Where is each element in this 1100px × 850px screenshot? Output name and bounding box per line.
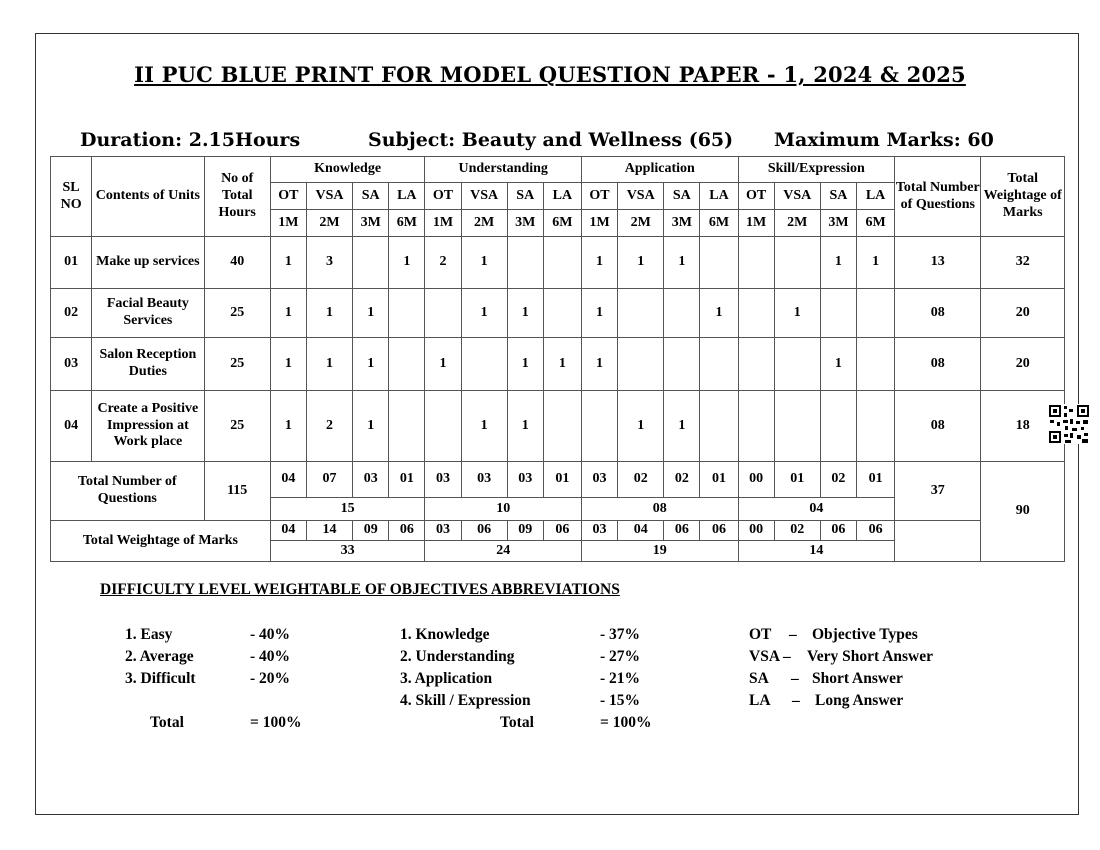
count-cell: [618, 338, 664, 391]
row-total-questions: 08: [895, 338, 981, 391]
total-hours: 115: [204, 462, 270, 521]
mark-6m: 6M: [543, 210, 581, 237]
count-cell: [738, 237, 774, 289]
tq-cell: 07: [306, 462, 352, 498]
count-cell: 1: [306, 289, 352, 338]
tq-cell: 01: [774, 462, 820, 498]
type-sa: SA: [820, 183, 856, 210]
qr-code-icon: [1048, 404, 1090, 444]
type-la: LA: [700, 183, 738, 210]
unit-name-cell: Make up services: [92, 237, 204, 289]
tw-group-total: 33: [270, 541, 425, 562]
maximum-marks: Maximum Marks: 60: [774, 129, 994, 151]
tq-cell: 01: [856, 462, 894, 498]
tq-cell: 03: [425, 462, 461, 498]
duration: Duration: 2.15Hours: [80, 129, 301, 151]
tq-cell: 03: [507, 462, 543, 498]
list-item: OT – Objective Types: [749, 626, 918, 643]
table-row: [51, 289, 1065, 338]
count-cell: 1: [820, 338, 856, 391]
hours-cell: 25: [204, 289, 270, 338]
list-item: SA – Short Answer: [749, 670, 903, 687]
count-cell: 1: [507, 391, 543, 462]
subject: Subject: Beauty and Wellness (65): [368, 129, 734, 151]
row-total-questions: 08: [895, 289, 981, 338]
mark-2m: 2M: [461, 210, 507, 237]
tq-cell: 02: [664, 462, 700, 498]
count-cell: 1: [353, 289, 389, 338]
mark-3m: 3M: [507, 210, 543, 237]
type-ot: OT: [425, 183, 461, 210]
tw-cell: 04: [618, 521, 664, 541]
count-cell: 1: [507, 338, 543, 391]
type-vsa: VSA: [618, 183, 664, 210]
tw-cell: 03: [581, 521, 617, 541]
row-total-marks: 18: [981, 391, 1065, 462]
header-contents: Contents of Units: [92, 157, 204, 237]
count-cell: 1: [389, 237, 425, 289]
mark-2m: 2M: [774, 210, 820, 237]
header-skill-expression: Skill/Expression: [738, 157, 895, 183]
type-la: LA: [856, 183, 894, 210]
count-cell: [389, 391, 425, 462]
row-total-questions: 08: [895, 391, 981, 462]
header-sl-no: SL NO: [51, 157, 92, 237]
mark-6m: 6M: [856, 210, 894, 237]
tq-group-total: 15: [270, 498, 425, 521]
count-cell: [543, 391, 581, 462]
count-cell: [856, 391, 894, 462]
tq-cell: 03: [461, 462, 507, 498]
list-item: 4. Skill / Expression - 15%: [400, 692, 641, 709]
tq-cell: 03: [353, 462, 389, 498]
count-cell: 1: [353, 391, 389, 462]
type-vsa: VSA: [306, 183, 352, 210]
sl-no-cell: 02: [51, 289, 92, 338]
count-cell: 1: [461, 391, 507, 462]
count-cell: 1: [270, 391, 306, 462]
hours-cell: 40: [204, 237, 270, 289]
mark-3m: 3M: [820, 210, 856, 237]
type-la: LA: [389, 183, 425, 210]
table-row: [51, 391, 1065, 462]
count-cell: [353, 237, 389, 289]
table-row: [51, 338, 1065, 391]
tw-cell: 04: [270, 521, 306, 541]
tq-cell: 01: [389, 462, 425, 498]
count-cell: 1: [618, 391, 664, 462]
tq-group-total: 10: [425, 498, 582, 521]
count-cell: [664, 338, 700, 391]
count-cell: [738, 289, 774, 338]
type-sa: SA: [664, 183, 700, 210]
table-row: [51, 237, 1065, 289]
blueprint-table: [50, 156, 1065, 562]
count-cell: [774, 391, 820, 462]
difficulty-heading: DIFFICULTY LEVEL WEIGHTABLE OF OBJECTIVES ABBREVIATIONS: [100, 581, 620, 598]
total-weightage-blank: [895, 521, 981, 562]
tq-cell: 04: [270, 462, 306, 498]
type-ot: OT: [738, 183, 774, 210]
header-hours: No of Total Hours: [204, 157, 270, 237]
count-cell: [507, 237, 543, 289]
header-total-weightage: Total Weightage of Marks: [981, 157, 1065, 237]
header-total-questions: Total Number of Questions: [895, 157, 981, 237]
tq-cell: 01: [543, 462, 581, 498]
hours-cell: 25: [204, 338, 270, 391]
count-cell: [856, 338, 894, 391]
mark-3m: 3M: [353, 210, 389, 237]
count-cell: [774, 237, 820, 289]
sl-no-cell: 03: [51, 338, 92, 391]
type-sa: SA: [353, 183, 389, 210]
count-cell: 1: [461, 289, 507, 338]
count-cell: 1: [664, 237, 700, 289]
list-item: LA – Long Answer: [749, 692, 904, 709]
count-cell: 1: [270, 338, 306, 391]
unit-name-cell: Salon Reception Duties: [92, 338, 204, 391]
total-questions-sum: 37: [895, 462, 981, 521]
list-item: 3. Difficult - 20%: [125, 670, 291, 687]
count-cell: [543, 237, 581, 289]
mark-3m: 3M: [664, 210, 700, 237]
type-vsa: VSA: [461, 183, 507, 210]
tq-cell: 00: [738, 462, 774, 498]
count-cell: [856, 289, 894, 338]
tw-cell: 06: [700, 521, 738, 541]
mark-1m: 1M: [270, 210, 306, 237]
count-cell: [425, 289, 461, 338]
count-cell: [738, 338, 774, 391]
mark-1m: 1M: [425, 210, 461, 237]
count-cell: [700, 338, 738, 391]
tq-cell: 02: [618, 462, 664, 498]
count-cell: [461, 338, 507, 391]
mark-6m: 6M: [700, 210, 738, 237]
sl-no-cell: 04: [51, 391, 92, 462]
mark-1m: 1M: [738, 210, 774, 237]
count-cell: 1: [507, 289, 543, 338]
count-cell: 1: [353, 338, 389, 391]
sl-no-cell: 01: [51, 237, 92, 289]
levels-total: Total = 100%: [150, 714, 302, 731]
unit-name-cell: Facial Beauty Services: [92, 289, 204, 338]
count-cell: 1: [581, 237, 617, 289]
type-ot: OT: [270, 183, 306, 210]
tq-group-total: 08: [581, 498, 738, 521]
tw-cell: 14: [306, 521, 352, 541]
count-cell: [774, 338, 820, 391]
header-knowledge: Knowledge: [270, 157, 425, 183]
tq-cell: 02: [820, 462, 856, 498]
list-item: 3. Application - 21%: [400, 670, 641, 687]
count-cell: 1: [306, 338, 352, 391]
count-cell: 1: [581, 338, 617, 391]
count-cell: 1: [618, 237, 664, 289]
count-cell: 1: [856, 237, 894, 289]
tw-cell: 09: [353, 521, 389, 541]
count-cell: 1: [664, 391, 700, 462]
count-cell: 1: [425, 338, 461, 391]
list-item: 2. Average - 40%: [125, 648, 291, 665]
count-cell: [425, 391, 461, 462]
count-cell: [700, 391, 738, 462]
tw-cell: 03: [425, 521, 461, 541]
count-cell: [389, 289, 425, 338]
count-cell: [820, 289, 856, 338]
list-item: 1. Knowledge - 37%: [400, 626, 641, 643]
header-application: Application: [581, 157, 738, 183]
total-weightage-label: Total Weightage of Marks: [51, 521, 271, 562]
type-ot: OT: [581, 183, 617, 210]
tw-cell: 06: [389, 521, 425, 541]
type-la: LA: [543, 183, 581, 210]
objectives-total: Total = 100%: [500, 714, 652, 731]
header-understanding: Understanding: [425, 157, 582, 183]
count-cell: 1: [270, 289, 306, 338]
tw-cell: 06: [461, 521, 507, 541]
list-item: VSA – Very Short Answer: [749, 648, 934, 665]
count-cell: 1: [270, 237, 306, 289]
tq-group-total: 04: [738, 498, 895, 521]
count-cell: [820, 391, 856, 462]
objective-weights: [400, 624, 680, 734]
row-total-marks: 32: [981, 237, 1065, 289]
row-total-questions: 13: [895, 237, 981, 289]
tw-cell: 09: [507, 521, 543, 541]
count-cell: [389, 338, 425, 391]
tw-cell: 06: [543, 521, 581, 541]
mark-2m: 2M: [306, 210, 352, 237]
grand-total-marks: 90: [981, 462, 1065, 562]
tw-group-total: 19: [581, 541, 738, 562]
hours-cell: 25: [204, 391, 270, 462]
tw-cell: 02: [774, 521, 820, 541]
list-item: 1. Easy - 40%: [125, 626, 291, 643]
mark-1m: 1M: [581, 210, 617, 237]
count-cell: 1: [774, 289, 820, 338]
count-cell: 1: [543, 338, 581, 391]
tw-cell: 06: [856, 521, 894, 541]
count-cell: [618, 289, 664, 338]
count-cell: 2: [306, 391, 352, 462]
row-total-marks: 20: [981, 289, 1065, 338]
tw-cell: 06: [820, 521, 856, 541]
mark-6m: 6M: [389, 210, 425, 237]
count-cell: 1: [700, 289, 738, 338]
tq-cell: 03: [581, 462, 617, 498]
unit-name-cell: Create a Positive Impression at Work place: [92, 391, 204, 462]
count-cell: 1: [581, 289, 617, 338]
type-vsa: VSA: [774, 183, 820, 210]
abbreviations: [749, 624, 979, 712]
tw-group-total: 14: [738, 541, 895, 562]
page-title: II PUC BLUE PRINT FOR MODEL QUESTION PAPER - 1, 2024 & 2025: [134, 62, 966, 87]
total-questions-label: Total Number of Questions: [51, 462, 205, 521]
count-cell: 1: [461, 237, 507, 289]
mark-2m: 2M: [618, 210, 664, 237]
list-item: 2. Understanding - 27%: [400, 648, 641, 665]
tw-cell: 00: [738, 521, 774, 541]
count-cell: [543, 289, 581, 338]
tw-group-total: 24: [425, 541, 582, 562]
count-cell: 1: [820, 237, 856, 289]
tq-cell: 01: [700, 462, 738, 498]
count-cell: 2: [425, 237, 461, 289]
row-total-marks: 20: [981, 338, 1065, 391]
difficulty-levels: [125, 624, 325, 734]
count-cell: [738, 391, 774, 462]
tw-cell: 06: [664, 521, 700, 541]
count-cell: [664, 289, 700, 338]
count-cell: 3: [306, 237, 352, 289]
count-cell: [700, 237, 738, 289]
type-sa: SA: [507, 183, 543, 210]
count-cell: [581, 391, 617, 462]
